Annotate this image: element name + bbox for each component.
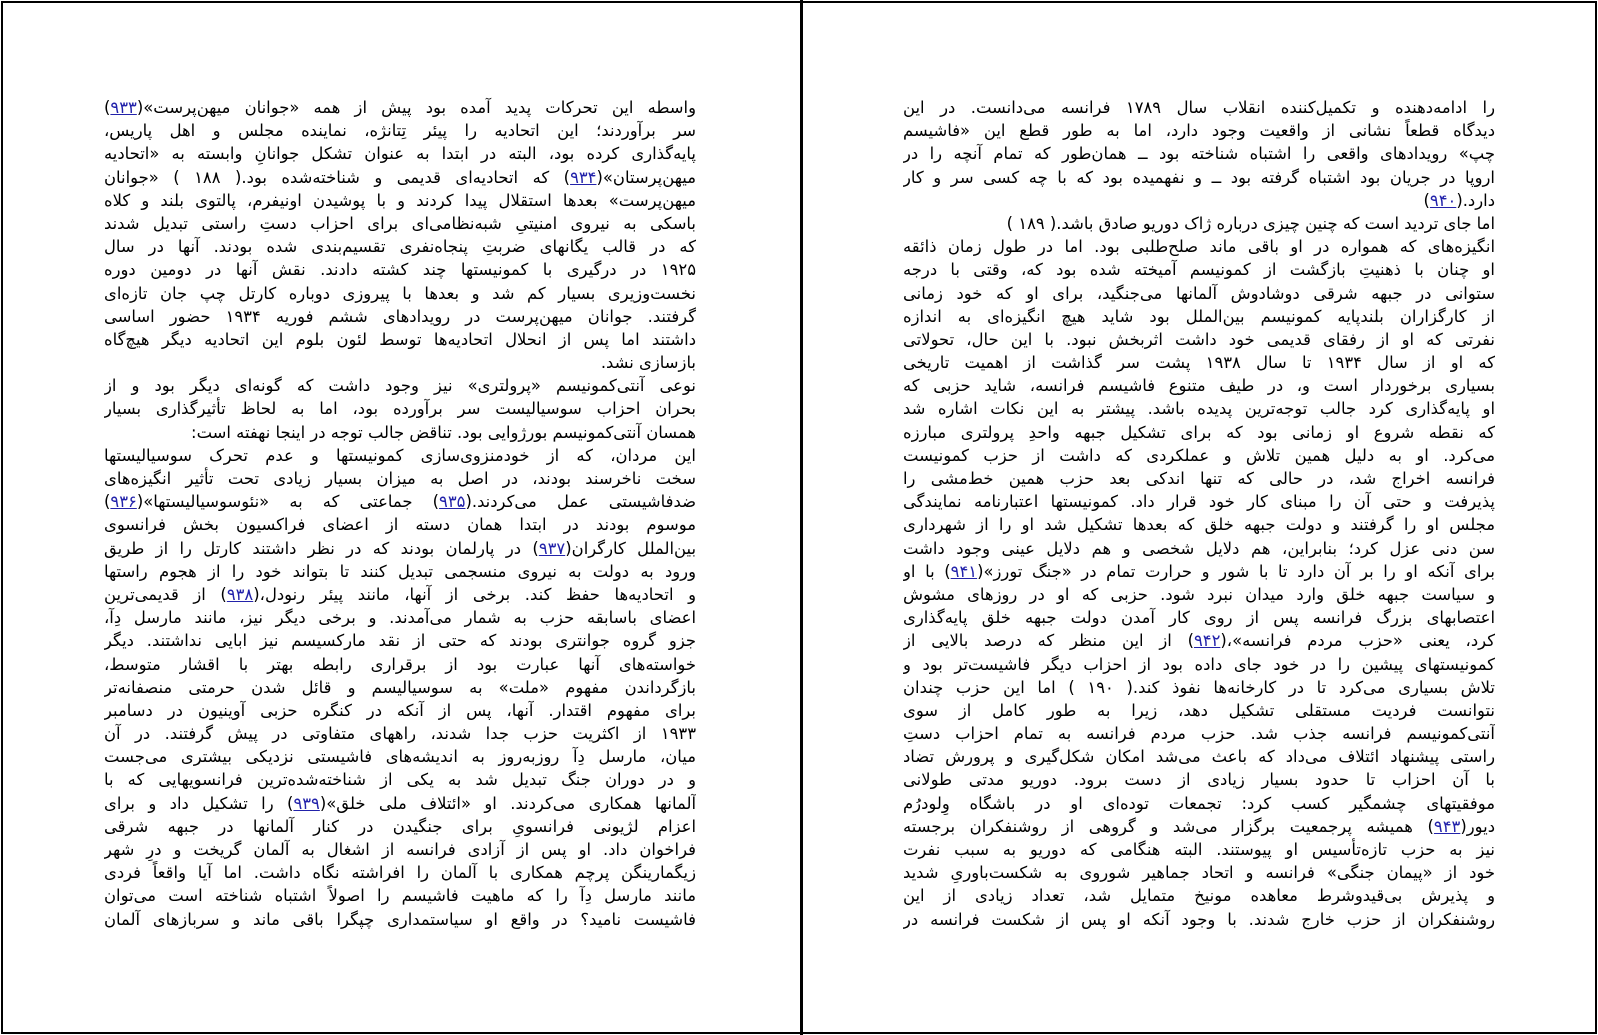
text-line: نتوانست فردیت مستقلی تشکیل دهد، زیرا به طور کامل از سوی — [903, 700, 1495, 720]
footnote-link[interactable]: ۹۳۵ — [439, 492, 466, 512]
right-page-text — [903, 96, 1495, 931]
text-line: و سیاست جبهه خلق وارد میدان نبرد شود. حزبی که او در روزهای مشوش — [903, 584, 1495, 604]
text-line: ۱۹۲۵ در درگیری با کمونیستها چند کشته دادند. نقش آنها در دومین دوره — [104, 260, 696, 280]
text-line: ستوانی در جبهه شرقی دوشادوش آلمانها می‌جنگید، برای او که خود زمانی — [903, 283, 1495, 303]
text-line: پایه‌گذاری کرده بود، البته در ابتدا به عنوان تشکل جوانانِ وابسته به «اتحادیه — [104, 144, 696, 164]
footnote-link[interactable]: ۹۳۸ — [226, 584, 254, 604]
footnote-link[interactable]: ۹۳۶ — [110, 492, 137, 512]
text-line: که در قالب یگانهای ضربتِ پنجاه‌نفری تقسیم‌بندی شده بودند. آنها در سال — [104, 237, 696, 257]
text-line: او پایه‌گذاری کرد جالب توجه‌ترین پدیده باشد. پیشتر به این نکات اشاره شد — [903, 399, 1495, 419]
footnote-link[interactable]: ۹۴۳ — [1433, 816, 1461, 836]
text-line: نفرتی که او از رفقای قدیمی خود داشت اثربخش نبود. با این حال، تحولاتی — [903, 329, 1495, 349]
text-line: اعزام لژیونی فرانسویِ برای جنگیدن در کنار آلمانها در جبهه شرقی — [104, 816, 696, 836]
text-line: موفقیتهای چشمگیر کسب کرد: تجمعات توده‌ای او در باشگاه وِلودرُم — [903, 793, 1495, 813]
text-line: را ادامه‌دهنده و تکمیل‌کننده انقلاب سال ۱۷۸۹ فرانسه می‌دانست. در این — [903, 98, 1495, 117]
text-line: دیور(۹۴۳) همیشه پرجمعیت برگزار می‌شد و گروهی از روشنفکران برجسته — [903, 816, 1495, 836]
text-line: باسکی به نیروی امنیتیِ شبه‌نظامی‌ای برای احزاب دستِ راستی تبدیل شدند — [104, 213, 696, 233]
text-line: اروپا در جریان بود اشتباه گرفته بود ــ و نفهمیده بود که با چه کسی سر و کار — [903, 167, 1495, 187]
text-line: خود از «پیمان جنگی» فرانسه و اتحاد جماهیر شوروی به شکست‌باوریِ شدید — [903, 863, 1495, 883]
text-line: اعضای باسابقه حزب به شمار می‌آمدند. و برخی دیگر نیز، مانند مارسل دِآ، — [104, 608, 696, 628]
text-line: نخست‌وزیری بسیار کم شد و بعدها با پیروزی دوباره کارتل چپ جان تازه‌ای — [104, 283, 696, 303]
footnote-link[interactable]: ۹۳۴ — [570, 167, 597, 187]
text-line: با آن احزاب تا حدود بسیار زیادی از دست برود. دوریو مدتی طولانی — [903, 770, 1495, 790]
text-line: موسوم بودند در ابتدا همان دسته از اعضای فراکسیون بخش فرانسوی — [104, 515, 696, 535]
text-line: راستی پیشنهاد ائتلاف می‌داد که باعث می‌شد امکان شکل‌گیری و پرورش تضاد — [903, 747, 1495, 767]
text-line: که نقطه شروع او زمانی بود که برای تشکیل جبهه واحدِ پرولتری مبارزه — [903, 422, 1495, 442]
text-line: فاشیست نامید؟ در واقع او سیاستمداری چپگرا باقی ماند و سربازهای آلمان — [104, 909, 696, 929]
text-line: مجلس او را گرفتند و دولت جبهه خلق که بعدها تشکیل شد او را از شهرداری — [903, 515, 1495, 535]
footnote-link[interactable]: ۹۳۳ — [110, 98, 137, 117]
text-line: می‌کرد. او به دلیل همین تلاش و عملکردی که داشت از حزب کمونیست — [903, 445, 1495, 465]
page-divider — [800, 0, 803, 1035]
text-line: نوعی آنتی‌کمونیسم «پرولتری» نیز وجود داشت که گونه‌ای دیگر بود و از — [104, 376, 696, 396]
text-line: ورود به دولت به نیروی منسجمی تبدیل کنند تا بتواند خود را از هجوم راستها — [104, 561, 696, 581]
text-line: کمونیستهای پیشین را در خود جای داده بود از احزاب دیگر فاشیست‌تر بود و — [903, 654, 1495, 674]
footnote-link[interactable]: ۹۴۰ — [1429, 190, 1457, 210]
text-line: فراخوان داد. او پس از آزادی فرانسه از اشغال به آلمان گریخت و درِ شهر — [104, 840, 696, 859]
text-line: بحران احزاب سوسیالیست سر برآورده بود، اما به لحاظ تأثیرگذاری بسیار — [104, 399, 696, 419]
text-line: و پذیرش بی‌قیدوشرط معاهده مونیخ متمایل شد، تعداد زیادی از این — [903, 886, 1495, 906]
text-line: این مردان، که از خودمنزوی‌سازی کمونیستها و عدم تحرک سوسیالیستها — [104, 445, 696, 465]
text-line: سخت ناخرسند بودند، در اصل به میزان بسیار زیادی تحت تأثیر انگیزه‌های — [104, 469, 696, 488]
text-line: برای مفهوم اقتدار. آنها، پس از آنکه در کنگره حزبی آوینیون در دسامبر — [104, 700, 696, 720]
text-line: همسان آنتی‌کمونیسم بورژوایی بود. تناقض جالب توجه در اینجا نهفته است: — [191, 422, 696, 442]
text-line: او چنان با ذهنیتِ بازگشت از کمونیسم آمیخته شده بود که، وقتی با درجه — [903, 260, 1495, 280]
text-line: بسیاری برخوردار است و، در طیف متنوع فاشیسم فرانسه، شاید حزبی که — [903, 376, 1495, 396]
text-line: میهن‌پرستان»(۹۳۴) که اتحادیه‌ای قدیمی و شناخته‌شده بود.( ۱۸۸ ) «جوانان — [104, 167, 696, 187]
text-line: زیگمارینگن پرچم همکاری با آلمان را افراشته نگاه داشت. اما آیا واقعاً فردی — [104, 863, 696, 883]
text-line: ضدفاشیستی عمل می‌کردند.(۹۳۵) جماعتی که به «نئوسوسیالیستها»(۹۳۶) — [104, 492, 696, 512]
text-line: و اتحادیه‌ها حفظ کند. برخی از آنها، مانند پیئر رنودل،(۹۳۸) از قدیمی‌ترین — [104, 584, 696, 604]
text-line: بازسازی نشد. — [600, 353, 696, 373]
text-line: کرد، یعنی «حزب مردم فرانسه»،(۹۴۲) از این منظر که درصد بالایی از — [903, 631, 1495, 651]
text-line: خواسته‌های آنها عبارت بود از برقراری رابطه بهتر با اقشار متوسط، — [104, 654, 696, 674]
text-line: ۱۹۳۳ از اکثریت حزب جدا شدند، راههای متفاوتی در پیش گرفتند. در آن — [104, 724, 696, 744]
text-line: از کارگزاران بلندپایه کمونیسم بین‌الملل بود شاید هیچ انگیزه‌ای به اندازه — [903, 306, 1495, 326]
text-line: سن دنی عزل کرد؛ بنابراین، هم دلایل شخصی و هم دلایل عینی وجود داشت — [903, 538, 1495, 558]
text-line: اعتصابهای بزرگ فرانسه پس از روی کار آمدن دولت جبهه خلق پایه‌گذاری — [903, 608, 1495, 628]
footnote-link[interactable]: ۹۴۲ — [1193, 631, 1221, 651]
text-line: که او از سال ۱۹۳۴ تا سال ۱۹۳۸ پشت سر گذاشت از اهمیت تاریخی — [903, 353, 1495, 373]
text-line: چپ» رویدادهای واقعی را اشتباه شناخته بود ــ همان‌طور که تمام آنچه را در — [903, 144, 1495, 164]
footnote-link[interactable]: ۹۳۷ — [538, 538, 566, 558]
text-line: دارد.(۹۴۰) — [1423, 190, 1495, 210]
text-line: گرفتند. جوانان میهن‌پرست در رویدادهای ششم فوریه ۱۹۳۴ حضور اساسی — [104, 306, 696, 326]
text-line: انگیزه‌های که همواره در او باقی ماند صلح‌طلبی بود. اما در طول زمان ذائقه — [903, 237, 1495, 257]
text-line: فرانسه اخراج شد، در حالی که تنها اندکی بعد حزب همین خط‌مشی را — [903, 469, 1495, 488]
left-page-text — [104, 96, 696, 931]
footnote-link[interactable]: ۹۳۹ — [293, 793, 320, 813]
text-line: تلاش بسیاری می‌کرد تا در کارخانه‌ها نفوذ کند.( ۱۹۰ ) اما این حزب چندان — [903, 677, 1495, 697]
text-line: روشنفکران از حزب خارج شدند. با وجود آنکه او پس از شکست فرانسه در — [903, 909, 1495, 929]
text-line: بازگرداندن مفهوم «ملت» به سوسیالیسم و قائل شدن حرمتی منصفانه‌تر — [104, 677, 696, 697]
text-line: بین‌الملل کارگران(۹۳۷) در پارلمان بودند که در نظر داشتند کارتل را از طریق — [104, 538, 696, 558]
text-line: آنتی‌کمونیسم فرانسه جذب شد. حزب مردم فرانسه به تمام احزاب دستِ — [903, 724, 1495, 744]
text-line: اما جای تردید است که چنین چیزی درباره ژاک دوریو صادق باشد.( ۱۸۹ ) — [1006, 213, 1495, 233]
text-line: میهن‌پرست» بعدها استقلال پیدا کردند و با پوشیدن اونیفرم، پالتوی بلند و کلاه — [104, 190, 696, 210]
text-line: واسطه این تحرکات پدید آمده بود پیش از همه «جوانان میهن‌پرست»(۹۳۳) — [104, 98, 696, 117]
text-line: نیز به حزب تازه‌تأسیس او پیوستند. البته هنگامی که دوریو به سبب نفرت — [903, 840, 1495, 859]
text-line: میان، مارسل دِآ روزبه‌روز به اندیشه‌های فاشیستی نزدیکی بیشتری می‌جست — [104, 747, 696, 767]
text-line: برای آنکه او را بر آن دارد تا با شور و حرارت تمام در «جنگ تورز»(۹۴۱) با او — [903, 561, 1495, 581]
text-line: داشتند اما پس از انحلال اتحادیه‌ها توسط لئون بلوم این اتحادیه دیگر هیچ‌گاه — [104, 329, 696, 349]
footnote-link[interactable]: ۹۴۱ — [950, 561, 978, 581]
text-line: مانند مارسل دِآ را که ماهیت فاشیسم را اصولاً اشتباه شناخته است می‌توان — [104, 886, 696, 906]
text-line: سر برآوردند؛ این اتحادیه را پیئر تِتانژه، نماینده مجلس و اهل پاریس، — [104, 121, 696, 141]
text-line: جزو گروه جوانتری بودند که حتی از نقد مارکسیسم نیز ابایی نداشتند. دیگر — [104, 631, 696, 651]
text-line: آلمانها همکاری می‌کردند. او «ائتلاف ملی خلق»(۹۳۹) را تشکیل داد و برای — [104, 793, 696, 813]
text-line: پذیرفت و حتی آن را مبنای کار خود قرار داد. کمونیستها اعتبارنامه نمایندگی — [903, 492, 1495, 512]
text-line: دیدگاه قطعاً نشانی از واقعیت وجود دارد، اما به طور قطع این «فاشیسم — [903, 121, 1495, 141]
text-line: و در دوران جنگ تبدیل شد به یکی از شناخته‌شده‌ترین فرانسویهایی که با — [104, 770, 696, 790]
